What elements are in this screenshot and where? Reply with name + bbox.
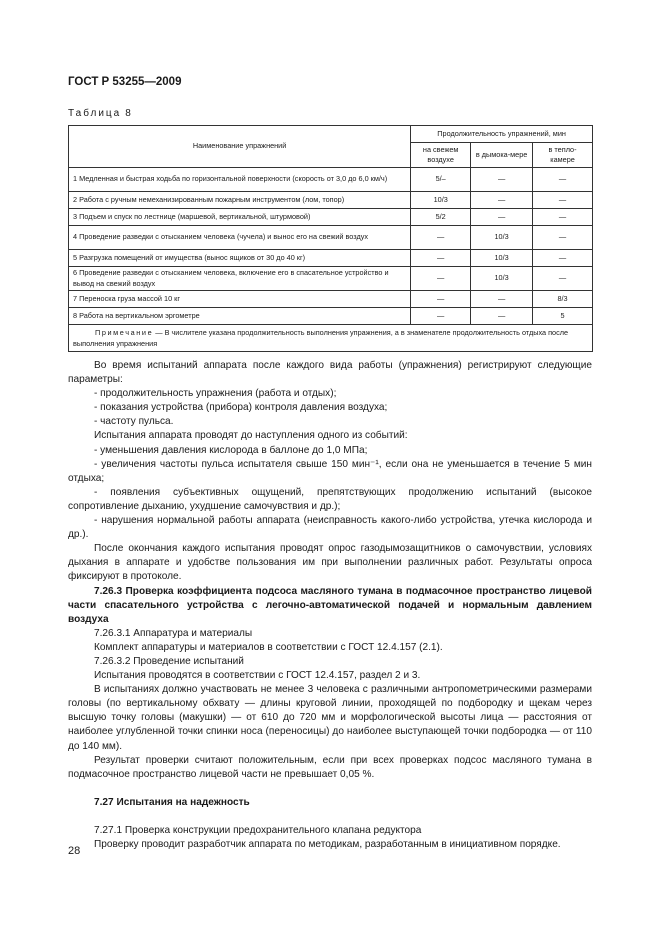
list-item: - продолжительность упражнения (работа и отдых); <box>94 388 337 400</box>
subsection-heading: 7.26.3.2 Проведение испытаний <box>94 655 244 667</box>
list-item: - появления субъективных ощущений, препятствующих продолжению испытаний (высокое сопротивление дыханию, ухудшение самочувствия и др.); <box>68 486 592 512</box>
cell-heat-chamber: — <box>533 168 593 192</box>
document-header: ГОСТ Р 53255—2009 <box>68 76 182 88</box>
section-heading: 7.26.3 Проверка коэффициента подсоса масляного тумана в подмасочное пространство лицевой части спасательного устройства с легочно-автоматической подачей и нормальным давлением воздуха <box>68 585 592 625</box>
section-heading: 7.27 Испытания на надежность <box>94 796 250 808</box>
list-item: - частоту пульса. <box>94 416 174 428</box>
paragraph: Во время испытаний аппарата после каждого вида работы (упражнения) регистрируют следующие параметры: <box>68 360 592 386</box>
cell-smoke-chamber: — <box>471 192 533 209</box>
page-number: 28 <box>68 845 81 857</box>
table-row <box>69 168 593 192</box>
cell-heat-chamber: — <box>533 267 593 291</box>
paragraph: В испытаниях должно участвовать не менее 3 человека с различными антропометрическими размерами головы (по вертикальному обхвату — длины круговой линии, проходящей по подбородку и щекам через высшую точку головы (макушки) — от 610 до 720 мм и морфологической высоты лица — расстояния от наиболее углубленной точки спинки носа (переносицы) до наиболее выступающей точки подбородка — от 110 до 140 мм). <box>68 684 592 752</box>
table-caption <box>68 108 131 119</box>
list-item: - нарушения нормальной работы аппарата (неисправность какого-либо устройства, утечка кислорода и др.). <box>68 515 592 541</box>
table-row <box>69 291 593 308</box>
row-name: 5 Разгрузка помещений от имущества (вынос ящиков от 30 до 40 кг) <box>69 250 411 267</box>
col-header-name: Наименование упражнений <box>69 126 411 168</box>
cell-smoke-chamber: 10/3 <box>471 267 533 291</box>
body-text <box>68 359 592 852</box>
cell-smoke-chamber: — <box>471 168 533 192</box>
table-row <box>69 192 593 209</box>
cell-fresh-air: — <box>411 226 471 250</box>
row-name: 3 Подъем и спуск по лестнице (маршевой, вертикальной, штурмовой) <box>69 209 411 226</box>
cell-fresh-air: — <box>411 291 471 308</box>
paragraph: Результат проверки считают положительным, если при всех проверках подсос масляного тумана в подмасочное пространство лицевой части не превышает 0,05 %. <box>68 754 592 780</box>
table-row <box>69 226 593 250</box>
subsection-heading: 7.27.1 Проверка конструкции предохранительного клапана редуктора <box>94 824 422 836</box>
cell-smoke-chamber: — <box>471 291 533 308</box>
table-caption-word: Таблица <box>68 108 122 119</box>
row-name: 4 Проведение разведки с отысканием человека (чучела) и вынос его на свежий воздух <box>69 226 411 250</box>
table-row <box>69 209 593 226</box>
paragraph: Проверку проводит разработчик аппарата по методикам, разработанным в инициативном порядке. <box>94 839 561 850</box>
cell-heat-chamber: 8/3 <box>533 291 593 308</box>
paragraph: Комплект аппаратуры и материалов в соответствии с ГОСТ 12.4.157 (2.1). <box>94 641 443 653</box>
cell-smoke-chamber: — <box>471 209 533 226</box>
row-name: 8 Работа на вертикальном эргометре <box>69 308 411 325</box>
list-item: - показания устройства (прибора) контроля давления воздуха; <box>94 402 388 414</box>
table-row <box>69 308 593 325</box>
col-header-duration: Продолжительность упражнений, мин <box>411 126 593 143</box>
row-name: 1 Медленная и быстрая ходьба по горизонтальной поверхности (скорость от 3,0 до 6,0 км/ч) <box>69 168 411 192</box>
paragraph: После окончания каждого испытания проводят опрос газодымозащитников о самочувствии, условиях дыхания в аппарате и удобстве пользования им при выполнении различных работ. Результаты опроса фиксируют в протоколе. <box>68 543 592 583</box>
row-name: 6 Проведение разведки с отысканием человека, включение его в спасательное устройство и вывод на свежий воздух <box>69 267 411 291</box>
note-label: Примечание <box>95 328 154 337</box>
cell-fresh-air: 5/2 <box>411 209 471 226</box>
cell-fresh-air: — <box>411 308 471 325</box>
cell-fresh-air: — <box>411 250 471 267</box>
col-header-fresh-air: на свежем воздухе <box>411 143 471 168</box>
cell-fresh-air: 5/– <box>411 168 471 192</box>
cell-smoke-chamber: 10/3 <box>471 250 533 267</box>
table-row <box>69 250 593 267</box>
cell-heat-chamber: — <box>533 192 593 209</box>
table-caption-number: 8 <box>125 108 131 119</box>
cell-heat-chamber: — <box>533 209 593 226</box>
cell-fresh-air: 10/3 <box>411 192 471 209</box>
col-header-heat-chamber: в тепло-камере <box>533 143 593 168</box>
cell-smoke-chamber: — <box>471 308 533 325</box>
table-note <box>69 325 593 352</box>
cell-heat-chamber: — <box>533 250 593 267</box>
note-text: — В числителе указана продолжительность выполнения упражнения, а в знаменателе продолжительность отдыха после выполнения упражнения <box>73 328 569 348</box>
row-name: 2 Работа с ручным немеханизированным пожарным инструментом (лом, топор) <box>69 192 411 209</box>
exercise-table <box>68 125 593 352</box>
cell-fresh-air: — <box>411 267 471 291</box>
subsection-heading: 7.26.3.1 Аппаратура и материалы <box>94 627 253 639</box>
paragraph: Испытания проводятся в соответствии с ГОСТ 12.4.157, раздел 2 и 3. <box>94 670 421 682</box>
table-row <box>69 267 593 291</box>
cell-heat-chamber: — <box>533 226 593 250</box>
list-item: - увеличения частоты пульса испытателя свыше 150 мин⁻¹, если она не уменьшается в течение 5 мин отдыха; <box>68 458 592 484</box>
cell-heat-chamber: 5 <box>533 308 593 325</box>
col-header-smoke-chamber: в дымока-мере <box>471 143 533 168</box>
list-item: - уменьшения давления кислорода в баллоне до 1,0 МПа; <box>94 444 368 456</box>
paragraph: Испытания аппарата проводят до наступления одного из событий: <box>94 430 408 442</box>
row-name: 7 Переноска груза массой 10 кг <box>69 291 411 308</box>
cell-smoke-chamber: 10/3 <box>471 226 533 250</box>
